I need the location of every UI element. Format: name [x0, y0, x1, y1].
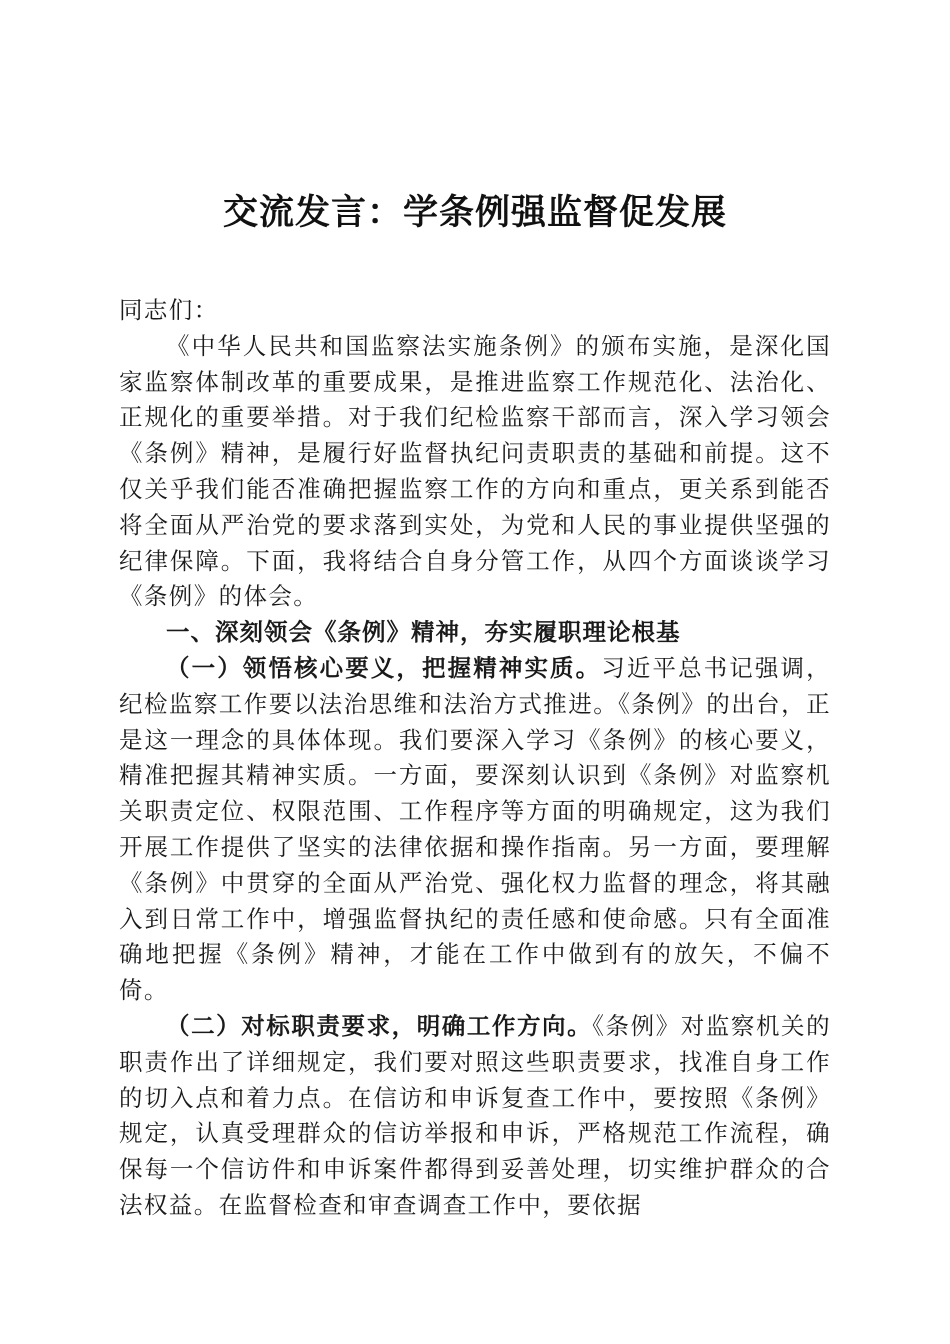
document-body	[119, 293, 831, 1224]
paragraph-2	[119, 1009, 831, 1224]
paragraph-1-lead: （一）领悟核心要义，把握精神实质。	[166, 653, 602, 682]
document-title: 交流发言：学条例强监督促发展	[222, 192, 727, 233]
salutation: 同志们：	[119, 296, 219, 324]
paragraph-1-text: 习近平总书记强调，纪检监察工作要以法治思维和法治方式推进。《条例》的出台，正是这一理念的具体体现。我们要深入学习《条例》的核心要义，精准把握其精神实质。一方面，要深刻认识到《条例》对监察机关职责定位、权限范围、工作程序等方面的明确规定，这为我们开展工作提供了坚实的法律依据和操作指南。另一方面，要理解《条例》中贯穿的全面从严治党、强化权力监督的理念，将其融入到日常工作中，增强监督执纪的责任感和使命感。只有全面准确地把握《条例》精神，才能在工作中做到有的放矢，不偏不倚。	[119, 653, 831, 1005]
intro-paragraph: 《中华人民共和国监察法实施条例》的颁布实施，是深化国家监察体制改革的重要成果，是推进监察工作规范化、法治化、正规化的重要举措。对于我们纪检监察干部而言，深入学习领会《条例》精神，是履行好监督执纪问责职责的基础和前提。这不仅关乎我们能否准确把握监察工作的方向和重点，更关系到能否将全面从严治党的要求落到实处，为党和人民的事业提供坚强的纪律保障。下面，我将结合自身分管工作，从四个方面谈谈学习《条例》的体会。	[119, 331, 831, 611]
paragraph-2-lead: （二）对标职责要求，明确工作方向。	[166, 1011, 593, 1040]
paragraph-1	[119, 651, 831, 1009]
paragraph-2-text: 《条例》对监察机关的职责作出了详细规定，我们要对照这些职责要求，找准自身工作的切入点和着力点。在信访和申诉复查工作中，要按照《条例》规定，认真受理群众的信访举报和申诉，严格规范工作流程，确保每一个信访件和申诉案件都得到妥善处理，切实维护群众的合法权益。在监督检查和审查调查工作中，要依据	[119, 1011, 831, 1219]
section-heading: 一、深刻领会《条例》精神，夯实履职理论根基	[166, 618, 681, 647]
